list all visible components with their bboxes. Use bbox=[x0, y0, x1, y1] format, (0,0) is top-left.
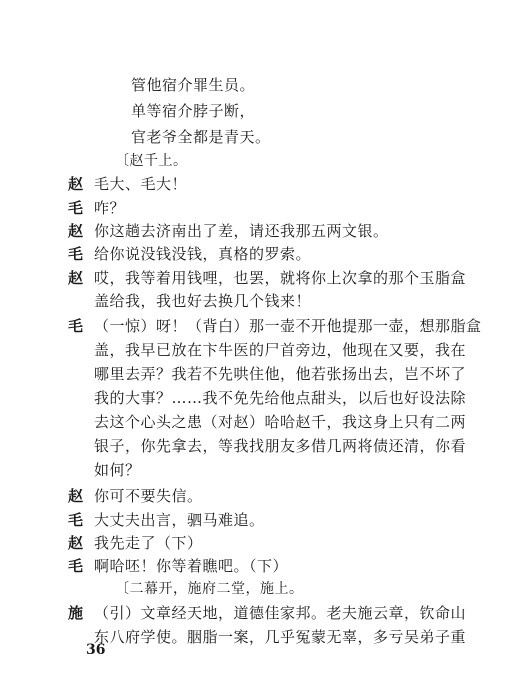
dialogue-line: 大丈夫出言，驷马难追。 bbox=[94, 511, 265, 529]
verse-line: 官老爷全都是青天。 bbox=[131, 128, 271, 146]
dialogue-line: 去这个心头之患（对赵）哈哈赵千，我这身上只有二两 bbox=[94, 413, 467, 431]
speaker-label: 赵 bbox=[68, 175, 84, 193]
dialogue-line: （引）文章经天地，道德佳家邦。老夫施云章，钦命山 bbox=[94, 604, 467, 622]
dialogue-line: 哪里去弄？我若不先哄住他，他若张扬出去，岂不坏了 bbox=[94, 365, 467, 383]
dialogue-line: 你这趟去济南出了差，请还我那五两文银。 bbox=[94, 222, 389, 240]
speaker-label: 毛 bbox=[68, 511, 84, 529]
stage-direction: 〔二幕开，施府二堂，施上。 bbox=[115, 581, 304, 597]
dialogue-line: 我的大事？……我不免先给他点甜头，以后也好设法除 bbox=[94, 389, 467, 407]
speaker-label: 赵 bbox=[68, 534, 84, 552]
speaker-label: 赵 bbox=[68, 222, 84, 240]
dialogue-line: 哎，我等着用钱哩，也罢，就将你上次拿的那个玉脂盒 bbox=[94, 269, 467, 287]
verse-line: 管他宿介罪生员。 bbox=[131, 76, 256, 94]
speaker-label: 毛 bbox=[68, 317, 84, 335]
dialogue-line: 盖，我早已放在卞牛医的尸首旁边，他现在又要，我在 bbox=[94, 341, 467, 359]
speaker-label: 毛 bbox=[68, 199, 84, 217]
speaker-label: 毛 bbox=[68, 245, 84, 263]
dialogue-line: 毛大、毛大！ bbox=[94, 175, 188, 193]
dialogue-line: 东八府学使。胭脂一案，几乎冤蒙无辜，多亏吴弟子重 bbox=[94, 628, 467, 646]
speaker-label: 赵 bbox=[68, 269, 84, 287]
verse-line: 单等宿介脖子断， bbox=[131, 102, 256, 120]
dialogue-line: 盖给我，我也好去换几个钱来！ bbox=[94, 292, 312, 310]
dialogue-line: 银子，你先拿去，等我找朋友多借几两将债还清，你看 bbox=[94, 437, 467, 455]
dialogue-line: 咋？ bbox=[94, 199, 126, 217]
speaker-label: 施 bbox=[68, 604, 84, 622]
speaker-label: 赵 bbox=[68, 487, 84, 505]
dialogue-line: 我先走了（下） bbox=[94, 534, 203, 552]
dialogue-line: 啊哈呸！你等着瞧吧。（下） bbox=[94, 557, 289, 575]
stage-direction: 〔赵千上。 bbox=[115, 153, 188, 169]
dialogue-line: 给你说没钱没钱，真格的罗索。 bbox=[94, 245, 312, 263]
page-number: 36 bbox=[86, 642, 106, 658]
dialogue-line: 如何？ bbox=[94, 461, 141, 479]
dialogue-line: （一惊）呀！（背白）那一壶不开他提那一壶，想那脂盒 bbox=[94, 317, 482, 335]
speaker-label: 毛 bbox=[68, 557, 84, 575]
dialogue-line: 你可不要失信。 bbox=[94, 487, 203, 505]
